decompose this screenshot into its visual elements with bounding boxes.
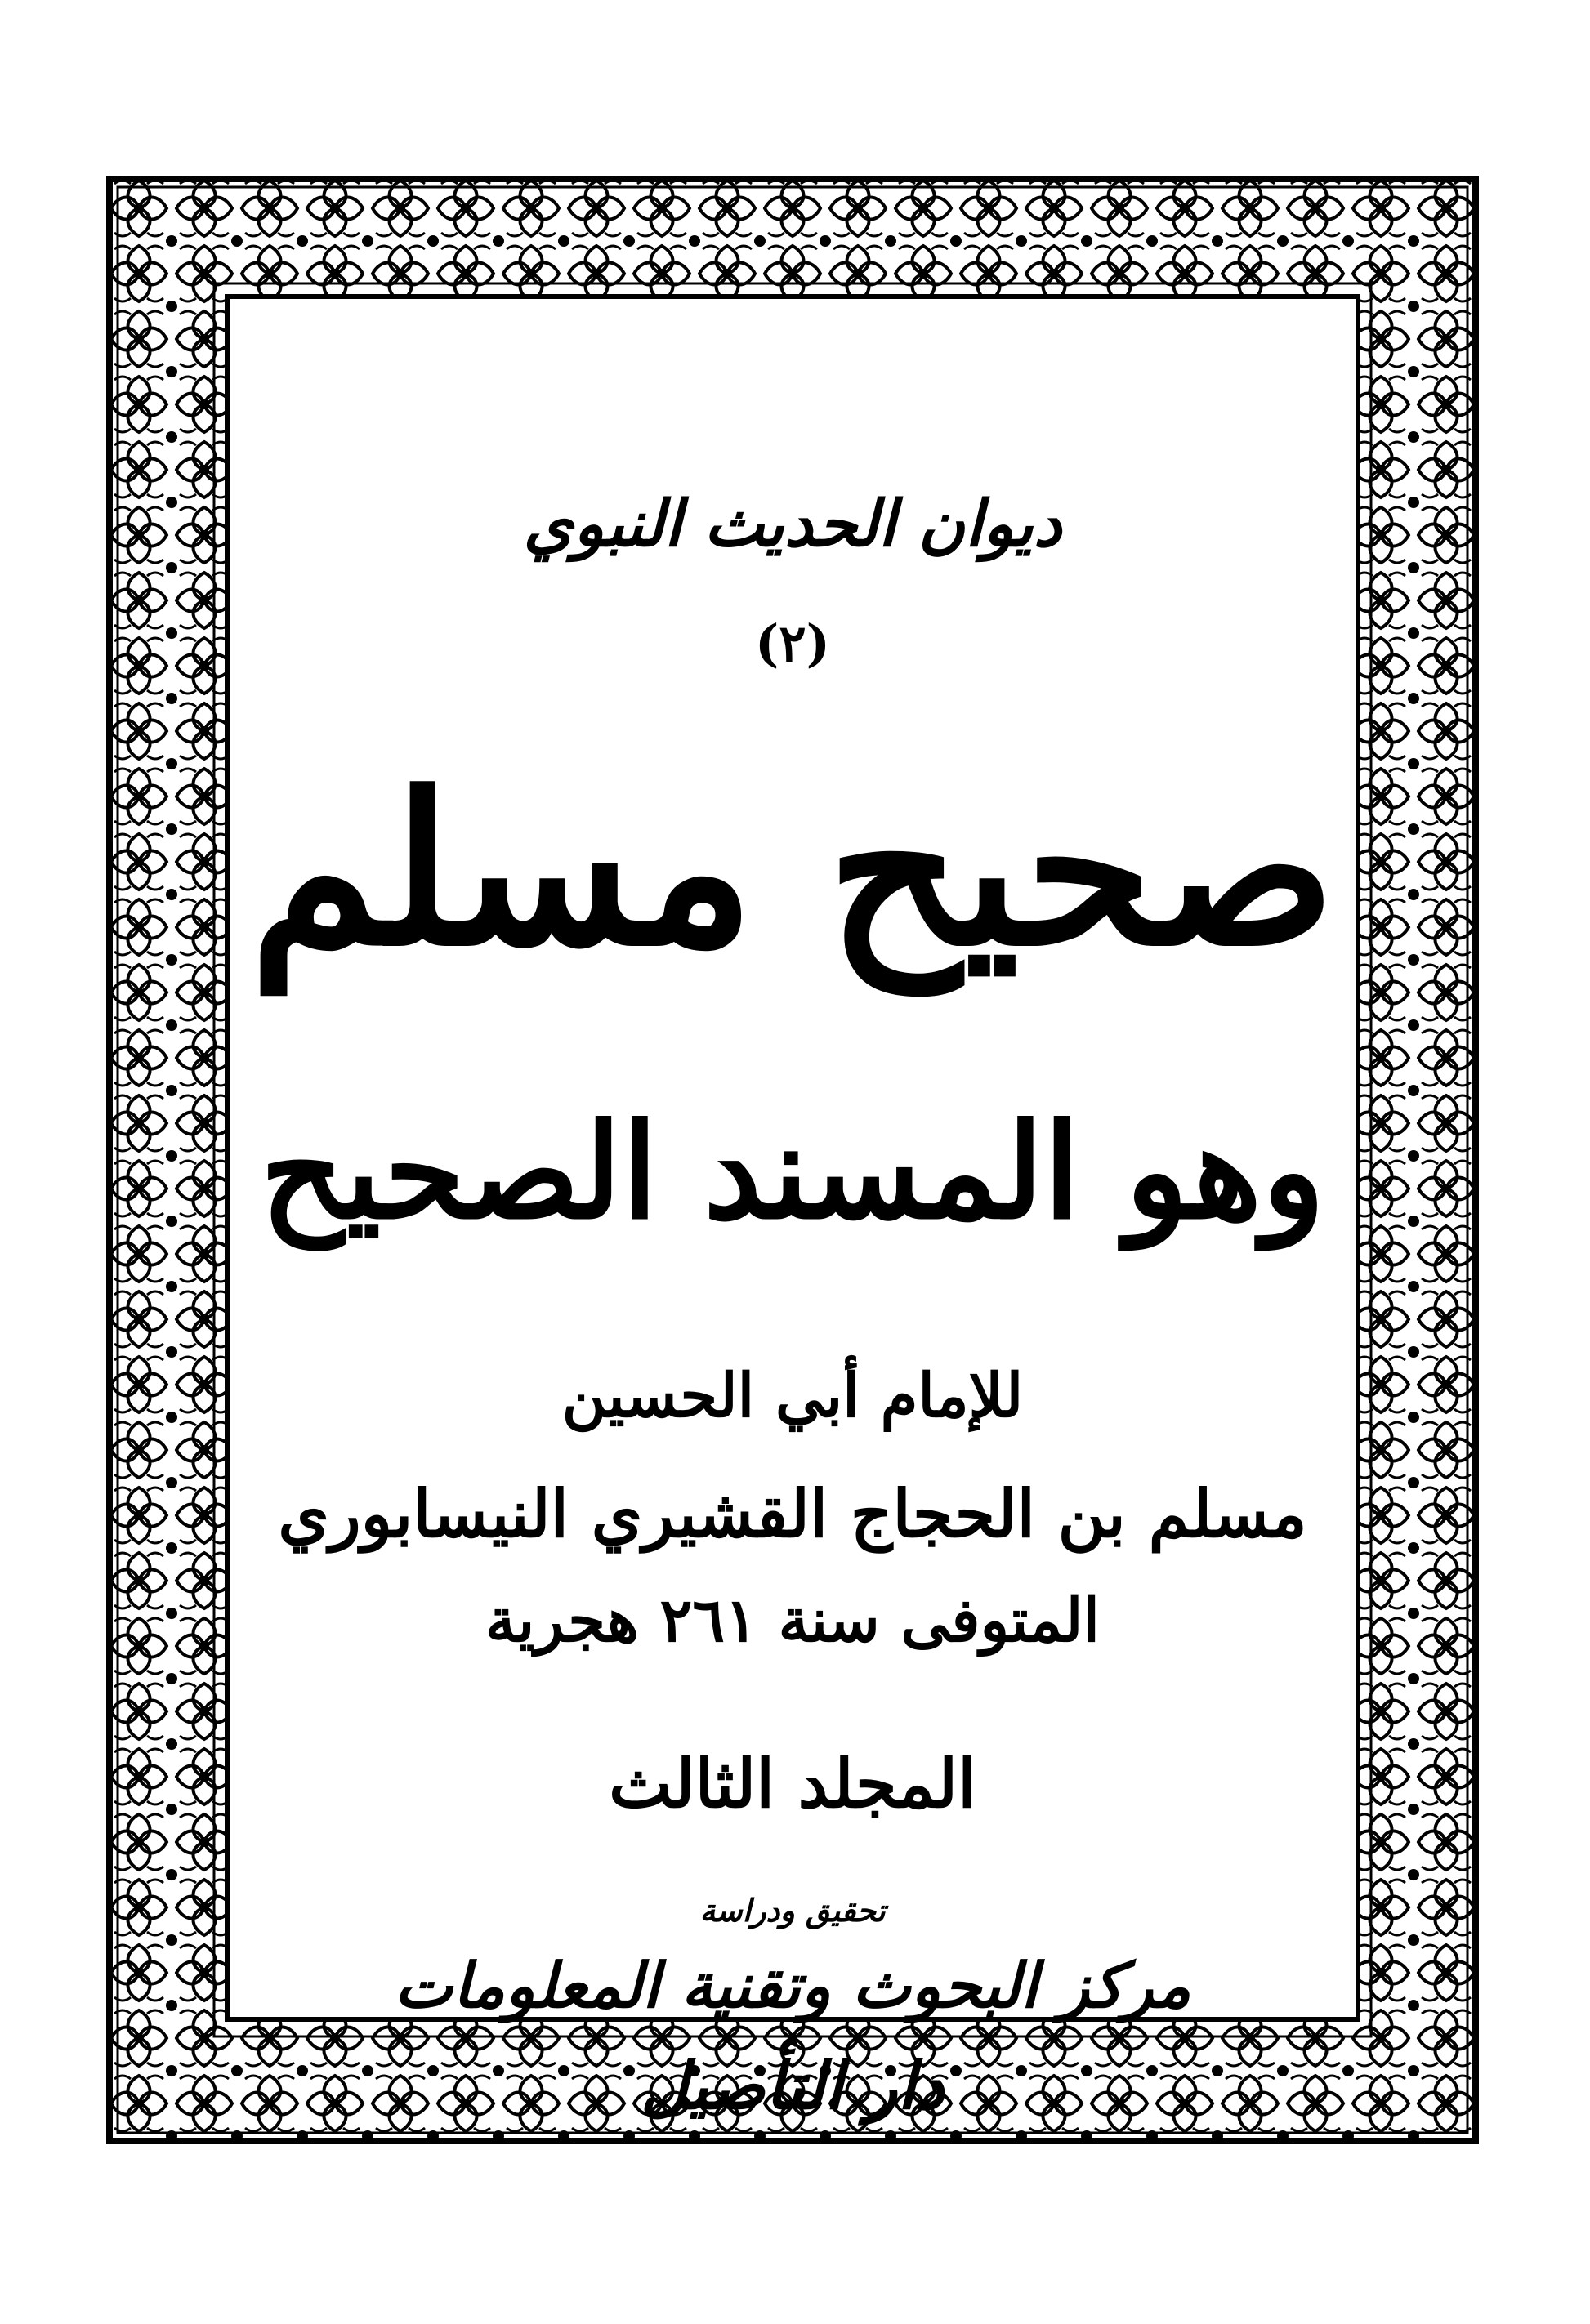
author-honorific: للإمام أبي الحسين: [561, 1361, 1024, 1431]
author-name: مسلم بن الحجاج القشيري النيسابوري: [278, 1475, 1307, 1552]
series-title: ديوان الحديث النبوي: [523, 487, 1062, 561]
series-number: (٢): [755, 613, 830, 673]
ornamental-border-frame: [106, 176, 1479, 2144]
author-death-date: المتوفى سنة ٢٦١ هجرية: [485, 1586, 1100, 1656]
book-subtitle: وهو المسند الصحيح: [260, 1095, 1325, 1248]
research-center-name: مركز البحوث وتقنية المعلومات: [394, 1949, 1191, 2022]
volume-label: المجلد الثالث: [609, 1745, 976, 1823]
title-panel: [225, 294, 1360, 2124]
book-title: صحيح مسلم: [249, 748, 1336, 992]
publisher-name: دار التأصيل: [640, 2047, 945, 2124]
edition-label: تحقيق ودراسة: [699, 1892, 886, 1929]
